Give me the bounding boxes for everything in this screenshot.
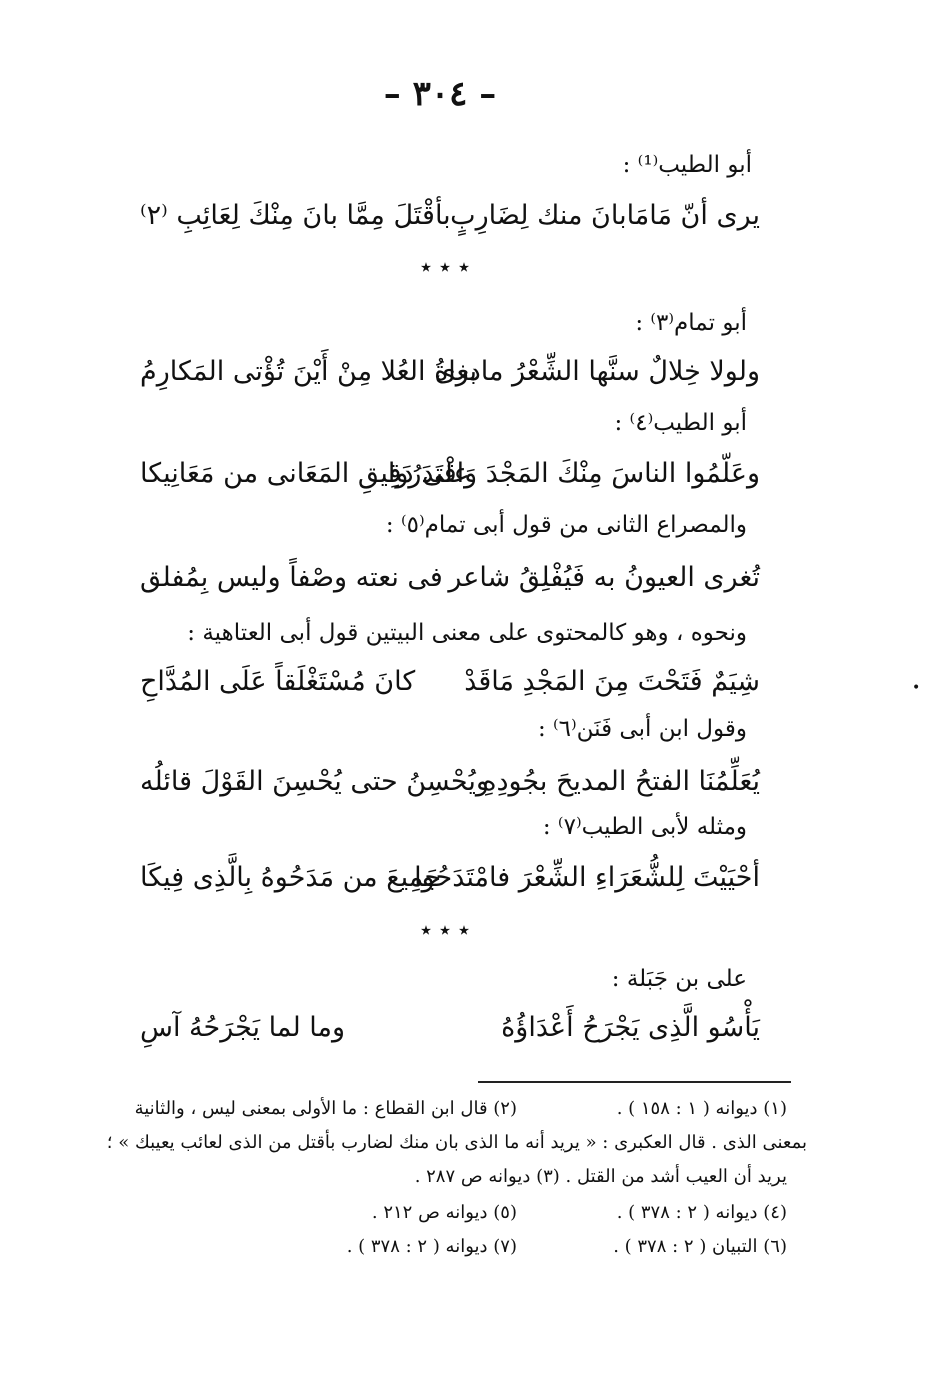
poet-intro: أبو الطيب⁽٤⁾ : [614,410,747,436]
footnote-6: (٦) التبيان ( ٢ : ٣٧٨ ) . [613,1236,787,1257]
footnote-3: يريد أن العيب أشد من القتل . (٣) ديوانه ص ٢٨٧ . [414,1166,787,1187]
section-separator: ٭ ٭ ٭ [420,255,470,280]
verse-line [140,562,760,612]
verse-second-hemistich: كانَ مُسْتَغْلَقاً عَلَى المُدَّاحِ [140,666,416,697]
footnote-2: (٢) قال ابن القطاع : ما الأولى بمعنى ليس ، والثانية [134,1098,517,1119]
verse-first-hemistich: يُعَلِّمُنَا الفتحُ المديحَ بجُودِهِ [482,766,760,797]
verse-line [140,200,760,250]
footnote-2-continued: بمعنى الذى . قال العكبرى : « يريد أنه ما الذى بان منك لضارب بأقتل من الذى لعائب يعيبك » ؛ [106,1132,807,1153]
verse-first-hemistich: شِيَمٌ فَتَحْتَ مِنَ المَجْدِ مَاقَدْ [464,666,760,697]
verse-second-hemistich: جَمِيعَ من مَدَحُوهُ بِالَّذِى فِيكَا [140,862,442,893]
poet-intro: ونحوه ، وهو كالمحتوى على معنى البيتين قول أبى العتاهية : [187,620,747,646]
footnote-line [120,1098,787,1126]
poet-intro: وقول ابن أبى فَنَن⁽٦⁾ : [537,716,747,742]
poet-intro: ومثله لأبى الطيب⁽٧⁾ : [542,814,747,840]
verse-line [140,356,760,406]
page-number: – ٣٠٤ – [383,74,497,114]
footnote-5: (٥) ديوانه ص ٢١٢ . [371,1202,517,1223]
verse-first-hemistich: تُغرى العيونُ به فَيُفْلِقُ شاعر [448,562,760,593]
scan-speck: • [912,680,921,696]
footnote-divider [478,1081,791,1083]
verse-line [140,1012,760,1062]
footnote-7: (٧) ديوانه ( ٢ : ٣٧٨ ) . [346,1236,517,1257]
poet-intro: أبو الطيب⁽¹⁾ : [622,152,752,178]
verse-line [140,766,760,816]
poet-intro: على بن جَبَلة : [611,966,747,992]
poet-intro: والمصراع الثانى من قول أبى تمام⁽٥⁾ : [385,512,747,538]
section-separator: ٭ ٭ ٭ [420,918,470,943]
verse-second-hemistich: بغاةُ العُلا مِنْ أَيْنَ تُؤْتى المَكارِمُ [140,356,477,387]
footnote-line [120,1202,787,1230]
verse-first-hemistich: وعَلّمُوا الناسَ مِنْكَ المَجْدَ وَاقْتَدَرُوا [387,458,760,489]
verse-second-hemistich: فى نعته وصْفاً وليس بِمُفلق [140,562,443,593]
poet-intro: أبو تمام⁽٣⁾ : [635,310,747,336]
verse-second-hemistich: على دَقِيقِ المَعَانى من مَعَانِيكا [140,458,470,489]
verse-second-hemistich: ويُحْسِنُ حتى يُحْسِنَ القَوْلَ قائلُه [140,766,489,797]
footnote-1: (١) ديوانه ( ١ : ١٥٨ ) . [616,1098,787,1119]
verse-line [140,666,760,716]
verse-second-hemistich: وما لما يَجْرَحُهُ آسِ [140,1012,346,1043]
verse-second-hemistich: بأقْتَلَ مِمَّا بانَ مِنْكَ لِعَائِبِ ⁽٢⁾ [140,200,451,231]
verse-line [140,862,760,912]
verse-first-hemistich: يرى أنّ مَامَابانَ منك لِضَارِبٍ [450,200,760,231]
verse-first-hemistich: ولولا خِلالٌ سنَّها الشِّعْرُ مادرى [434,356,760,387]
footnote-4: (٤) ديوانه ( ٢ : ٣٧٨ ) . [616,1202,787,1223]
footnote-line [120,1236,787,1264]
verse-line [140,458,760,508]
verse-first-hemistich: يَأْسُو الَّذِى يَجْرَحُ أَعْدَاؤُهُ [501,1012,760,1043]
verse-first-hemistich: أحْيَيْتَ لِلشُّعَرَاءِ الشِّعْرَ فامْتَدَحُوا [414,862,760,893]
